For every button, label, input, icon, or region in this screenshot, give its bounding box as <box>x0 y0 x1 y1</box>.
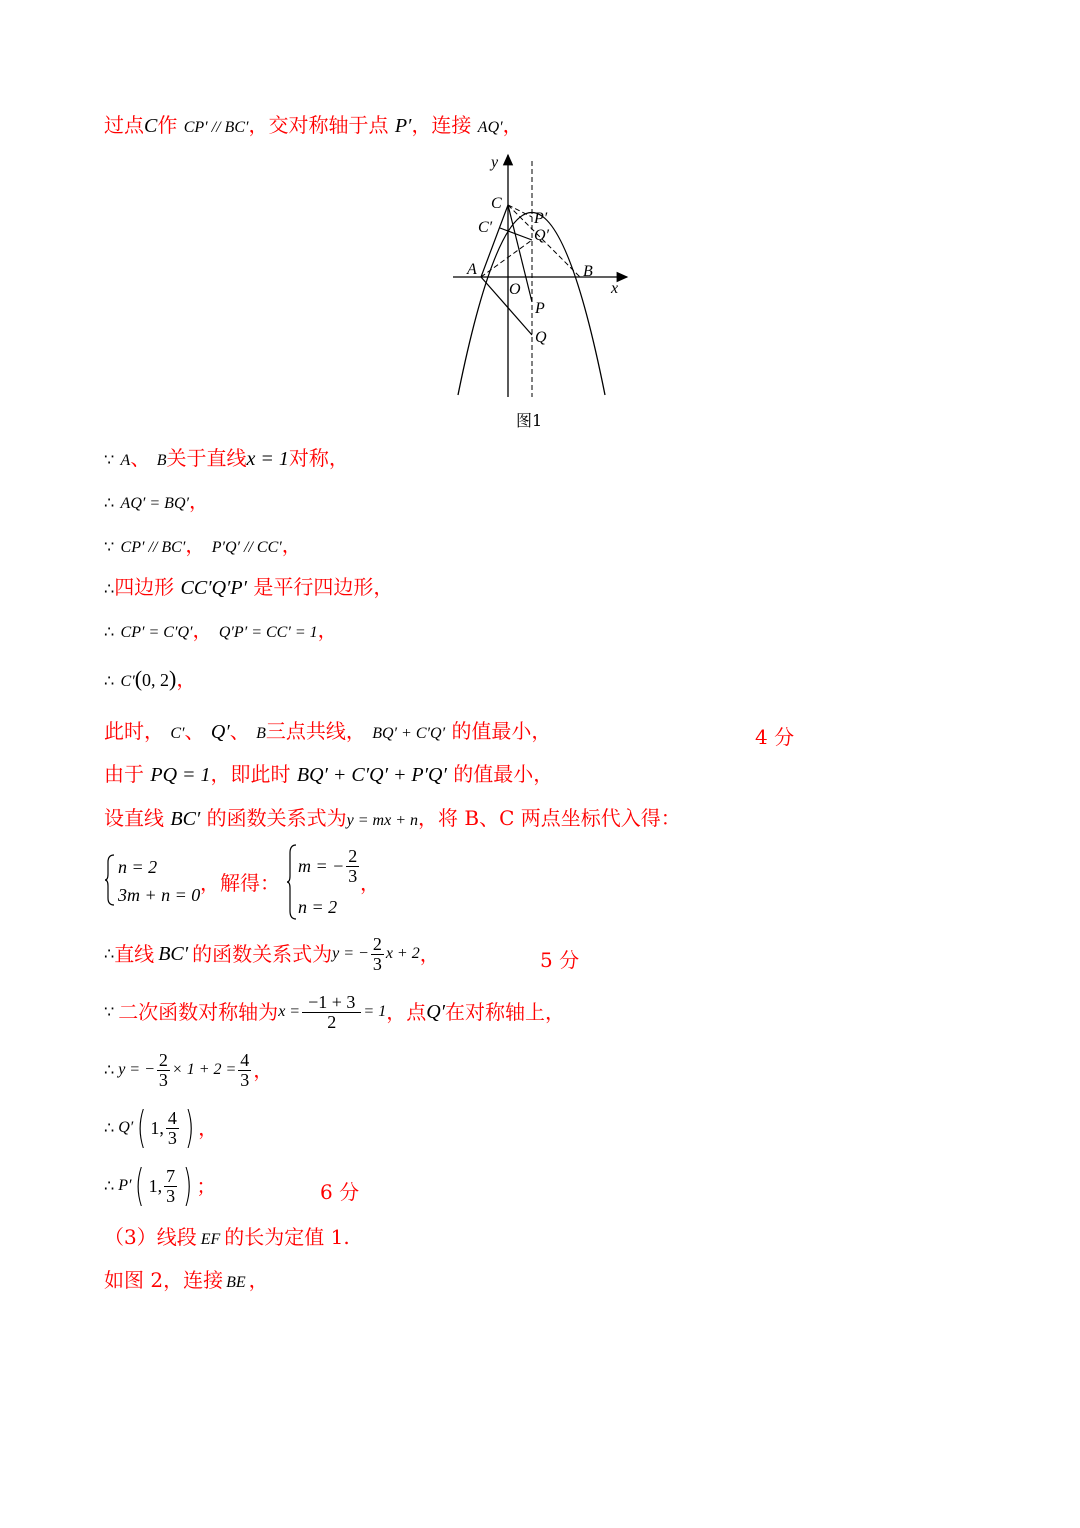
text: 过点 <box>104 113 144 137</box>
score-4: 4 分 <box>755 725 795 749</box>
math: 1, <box>150 1118 164 1138</box>
text: ， <box>248 1268 269 1292</box>
line-16: ∴ P′ ( 1, $\frac{7}{3}$ ) ； <box>104 1160 217 1211</box>
text: 、 <box>184 719 205 743</box>
text: 如图 2，连接 <box>104 1268 224 1292</box>
text: 、 <box>130 446 151 470</box>
text: ， <box>502 113 523 137</box>
segment-a-q <box>481 277 532 335</box>
math: CP′ // BC′ <box>183 119 249 136</box>
math: 1, <box>148 1176 163 1196</box>
math: PQ = 1 <box>150 764 211 786</box>
therefore-symbol: ∴ <box>104 1176 115 1195</box>
text: 直线 <box>114 942 155 966</box>
equation: m = − <box>298 855 345 876</box>
line-13 <box>104 989 565 1035</box>
text: 对称， <box>288 446 349 470</box>
math: 0, 2 <box>142 670 170 690</box>
text: 作 <box>157 113 178 137</box>
score-6: 6 分 <box>320 1180 360 1204</box>
math: BQ′ + C′Q′ + P′Q′ <box>296 764 447 786</box>
line-6 <box>104 620 338 641</box>
math: x = <box>278 1003 301 1020</box>
math: P′ <box>118 1177 132 1194</box>
fraction-numerator: 2 <box>348 846 358 866</box>
fraction-denominator: 3 <box>240 1069 250 1090</box>
label-c-prime: C′ <box>478 219 493 236</box>
math: Q′ <box>210 721 230 743</box>
text: ，点 <box>386 1000 427 1024</box>
math: CP′ // BC′ <box>120 539 186 556</box>
text: ， <box>281 533 302 557</box>
line-12 <box>104 931 440 977</box>
text: 关于直线 <box>166 446 247 470</box>
therefore-symbol: ∴ <box>104 671 115 690</box>
line-3 <box>104 491 209 512</box>
fraction-numerator: 7 <box>166 1165 176 1186</box>
math: Q′ <box>426 1001 446 1023</box>
math: AQ′ = BQ′ <box>120 495 189 512</box>
text: 、 <box>229 719 250 743</box>
equation: 3m + n = 0 <box>118 885 201 905</box>
text: ， <box>360 871 380 895</box>
math: BQ′ + C′Q′ <box>372 725 446 742</box>
text: 的值最小， <box>453 762 554 786</box>
text: ， <box>189 489 209 513</box>
brace-icon <box>104 853 116 907</box>
line-11-end <box>360 873 380 893</box>
line-10 <box>104 808 681 829</box>
math: y = mx + n <box>346 812 419 829</box>
label-q: Q <box>535 329 547 346</box>
label-y: y <box>491 154 499 171</box>
text: 此时， <box>104 719 164 743</box>
text: 是平行四边形， <box>253 575 394 599</box>
because-symbol: ∵ <box>104 450 115 469</box>
math: C′ <box>170 725 185 742</box>
text: 的函数关系式为 <box>192 942 333 966</box>
math: AQ′ <box>477 119 503 136</box>
therefore-symbol: ∴ <box>104 493 115 512</box>
line-9 <box>104 764 553 785</box>
line-4 <box>104 535 302 556</box>
math: CC′Q′P′ <box>180 577 248 599</box>
math: x = 1 <box>246 448 289 470</box>
therefore-symbol: ∴ <box>104 1060 115 1079</box>
math: × 1 + 2 = <box>171 1061 237 1078</box>
label-q-prime: Q′ <box>534 227 550 244</box>
line-7: ∴ C′(0, 2)， <box>104 666 197 691</box>
fraction-denominator: 3 <box>372 953 382 974</box>
fraction-numerator: 4 <box>240 1049 250 1070</box>
line-17 <box>104 1227 350 1248</box>
label-b: B <box>583 263 593 280</box>
line-2 <box>104 448 349 469</box>
text: ， <box>198 1116 219 1140</box>
math: BC′ <box>170 808 201 830</box>
math: P′ <box>394 115 412 137</box>
text: 四边形 <box>114 575 175 599</box>
segment-c-p-prime <box>508 205 532 217</box>
text: 的长为定值 1. <box>224 1225 350 1249</box>
text: 设直线 <box>104 806 164 830</box>
equation: n = 2 <box>118 857 158 877</box>
text: 的函数关系式为 <box>206 806 347 830</box>
math: = 1 <box>363 1003 387 1020</box>
score-5: 5 分 <box>540 948 580 972</box>
fraction-denominator: 3 <box>166 1185 176 1206</box>
fraction-numerator: 2 <box>372 933 382 954</box>
segment-c-a <box>481 205 508 277</box>
therefore-symbol: ∴ <box>104 579 115 598</box>
text: ，交对称轴于点 <box>248 113 389 137</box>
math: A <box>120 452 131 469</box>
therefore-symbol: ∴ <box>104 944 115 963</box>
text: ， <box>317 618 338 642</box>
fraction-denominator: 3 <box>158 1069 168 1090</box>
line-18 <box>104 1270 269 1291</box>
text: 的值最小， <box>451 719 552 743</box>
math: EF <box>200 1231 221 1248</box>
text: ； <box>196 1174 217 1198</box>
label-p: P <box>535 300 545 317</box>
math: B <box>256 725 266 742</box>
fraction-denominator: 3 <box>167 1127 177 1148</box>
text: ， <box>253 1058 274 1082</box>
because-symbol: ∵ <box>104 1002 115 1021</box>
text: （3）线段 <box>104 1225 197 1249</box>
math: BE <box>226 1274 246 1291</box>
text: ，连接 <box>411 113 472 137</box>
math: BC′ <box>158 943 189 965</box>
math: C′ <box>120 673 135 690</box>
text: 在对称轴上， <box>445 1000 566 1024</box>
text: 由于 <box>104 762 144 786</box>
therefore-symbol: ∴ <box>104 1118 115 1137</box>
math: P′Q′ // CC′ <box>211 539 282 556</box>
line-11-mid <box>200 873 280 893</box>
text: ， <box>192 618 213 642</box>
equation-system-1 <box>104 853 214 907</box>
math: Q′P′ = CC′ = 1 <box>218 624 318 641</box>
fraction-numerator: −1 + 3 <box>302 993 361 1013</box>
brace-icon <box>286 843 298 921</box>
text: ， <box>419 942 440 966</box>
math: C <box>144 115 158 137</box>
math: B <box>156 452 167 469</box>
text: ，解得： <box>200 871 280 895</box>
label-o: O <box>509 281 521 298</box>
because-symbol: ∵ <box>104 537 115 556</box>
math: CP′ = C′Q′ <box>120 624 193 641</box>
math: Q′ <box>118 1119 134 1136</box>
label-p-prime: P′ <box>534 210 548 227</box>
label-a: A <box>467 261 477 278</box>
line-15: ∴ Q′ ( 1, $\frac{4}{3}$ ) ， <box>104 1102 219 1153</box>
therefore-symbol: ∴ <box>104 622 115 641</box>
label-c: C <box>491 195 502 212</box>
math: y = − <box>332 945 369 962</box>
text: 三点共线， <box>265 719 366 743</box>
text: 二次函数对称轴为 <box>118 1000 279 1024</box>
fraction-denominator: 3 <box>348 865 358 886</box>
line-1 <box>104 115 523 136</box>
equation: n = 2 <box>298 897 338 917</box>
fraction-numerator: 4 <box>167 1107 177 1128</box>
math: x + 2 <box>385 945 420 962</box>
line-14 <box>104 1047 273 1093</box>
figure-1-graph <box>445 145 645 435</box>
fraction-numerator: 2 <box>158 1049 168 1070</box>
text: ，即此时 <box>210 762 291 786</box>
text: ，将 B、C 两点坐标代入得： <box>418 806 681 830</box>
fraction-denominator: 2 <box>327 1011 337 1032</box>
figure-caption: 图1 <box>516 411 543 430</box>
text: ， <box>176 667 197 691</box>
line-5 <box>104 577 393 598</box>
label-x: x <box>611 280 619 297</box>
math: y = − <box>118 1061 155 1078</box>
line-8 <box>104 721 551 742</box>
text: ， <box>185 533 206 557</box>
